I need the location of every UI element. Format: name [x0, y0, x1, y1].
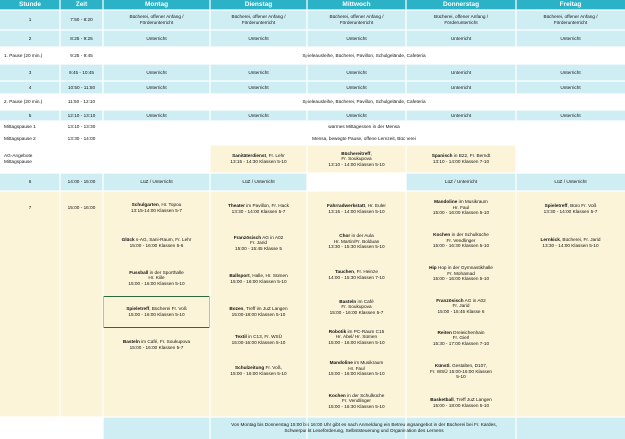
header-dienstag-line: Dienstag: [244, 1, 273, 9]
lesson-cell[interactable]: [307, 30, 406, 47]
ag-mi-3-line: Tauchen, Fr. Heinze: [335, 268, 378, 274]
row-stunde[interactable]: [0, 110, 60, 121]
ag-mi-5-line: Robotik im PC-Raum C15: [328, 328, 385, 334]
lesson-cell-line: Unterricht: [560, 35, 581, 41]
lesson-cell-line: Unterricht: [146, 69, 167, 75]
ag-do-7-line: Basketball, Treff JuZ Langen: [430, 397, 492, 403]
row-zeit-line: 8:25 - 9:25: [70, 35, 93, 41]
ag-mi-5-line: 15:00 - 16:00 Klassen 5-10: [328, 339, 385, 345]
ag-do-1-line: Mandoline im Musikraum: [434, 199, 488, 205]
ag-di-3-line: 15:00 - 16:00 Klassen 5-10: [230, 279, 287, 284]
row6-stunde[interactable]: [0, 173, 60, 191]
lesson-cell[interactable]: [406, 110, 516, 121]
ag-do-6[interactable]: [406, 354, 516, 389]
lesson-cell-line: Bücherei, offener Anfang /: [129, 14, 184, 20]
row-zeit[interactable]: [60, 30, 103, 47]
row-zeit-line: 13:30 - 14:00: [67, 135, 96, 141]
ag-di-5[interactable]: [210, 326, 307, 354]
span-cell-line: Mensa, bewegte Pause, offene Lernzeit, Bücherei: [312, 135, 416, 141]
row-zeit-line: 12:10 - 13:10: [67, 112, 96, 118]
ag-di-2-line: Französisch AG in A02: [233, 234, 284, 240]
row-stunde-line: 3: [28, 69, 32, 75]
header-zeit[interactable]: [60, 0, 103, 10]
ag-di-2-line: 15:00 - 15:45 Klasse 5: [235, 245, 282, 251]
header-dienstag[interactable]: [210, 0, 307, 10]
ag-mi-6-line: Mandoline im Musikraum: [329, 360, 384, 366]
row-zeit[interactable]: [60, 132, 103, 145]
ag-mi-2-line: Chor in der Aula: [339, 233, 374, 239]
ag-di-3[interactable]: [210, 261, 307, 297]
ag-do-4[interactable]: [406, 290, 516, 322]
lesson-cell[interactable]: [210, 81, 307, 94]
ag-mi-1-line: Fahrradwerkstatt, Hr. Euler: [327, 202, 386, 208]
ag-label[interactable]: [0, 145, 60, 173]
lesson-cell[interactable]: [406, 30, 516, 47]
row-zeit-line: 9:45 - 10:45: [68, 69, 95, 75]
ag-do-2-line: 15:00 - 16:30 Klassen 5-10: [432, 243, 490, 249]
footer-note-line: Von Montag bis Donnerstag 15:00 bis 16:00 Uhr gibt es nach Anmeldung ein Betreuungsangebot in der Bücherei bei Fr. Kardes,: [231, 422, 497, 428]
row-stunde-line: Mittagspause 1: [4, 123, 36, 129]
ag-do-1-line: Hr. Faul: [452, 204, 470, 210]
lesson-cell-line: Förderunterricht: [339, 20, 374, 25]
ag-mi-1[interactable]: [307, 191, 406, 226]
ag-do-1[interactable]: [406, 191, 516, 224]
header-freitag-line: Freitag: [559, 1, 582, 9]
header-montag[interactable]: [103, 0, 210, 10]
row-zeit-line: 13:10 - 13:30: [67, 123, 96, 129]
lesson-cell[interactable]: [406, 64, 516, 81]
lesson-cell-line: Unterricht: [450, 84, 472, 90]
row-stunde-line: Mittagspause 2: [4, 135, 36, 141]
ag-mi-6-line: Hr. Faul: [348, 365, 365, 371]
lesson-cell[interactable]: [210, 30, 307, 47]
ag-do-4-line: 15:00 - 15:45 Klasse 6: [437, 308, 485, 314]
span-cell-line: warmes Mittagessen in der Mensa: [328, 123, 400, 129]
ag-label-line: AG-Angebote: [4, 153, 33, 159]
row-zeit[interactable]: [60, 121, 103, 132]
ag-mo-3-line: Fussball in der Sporthalle: [129, 269, 184, 275]
ag-di-6-line: Schulzeitung Fr. Voß,: [235, 364, 282, 370]
lesson-cell-line: Unterricht: [346, 112, 367, 118]
header-stunde-line: Stunde: [18, 1, 42, 9]
header-stunde[interactable]: [0, 0, 60, 10]
header-montag-line: Montag: [144, 1, 169, 9]
ag-do-6-line: Künstl. Gestalten, D107,: [434, 363, 488, 369]
ag-do-7[interactable]: [406, 389, 516, 417]
ag-do-2-line: Fr. Vendlinger: [446, 237, 476, 243]
footer-note-line: Schwerpunkt Leseförderung, Selbststeuerung und Organisation des Lernens: [284, 428, 444, 433]
row6-zeit-line: 14:00 - 15:00: [67, 179, 96, 185]
ag-mi-4-line: Fr. Soukupova: [341, 304, 372, 310]
row7-stunde[interactable]: [0, 191, 60, 417]
ag-do-6-line: Fr. WSÜ 15:00-16:00 Klassen: [429, 368, 492, 374]
footer-note[interactable]: [103, 417, 625, 439]
ag-mo-3[interactable]: [103, 260, 210, 296]
lesson-cell-line: Unterricht: [560, 69, 581, 75]
lesson-cell-line: Unterricht: [146, 112, 167, 118]
ag-mittag-di[interactable]: [210, 145, 307, 173]
ag-mi-6-line: 15:00 - 16:00 Klassen 5-10: [328, 371, 385, 377]
row6-stunde-line: 6: [28, 179, 32, 185]
ag-mo-4[interactable]: [103, 296, 210, 328]
ag-do-2[interactable]: [406, 224, 516, 257]
row-stunde[interactable]: [0, 10, 60, 30]
ag-fr-1-line: 13:30 - 14:00 Klassen 5-7: [543, 208, 598, 214]
lesson-cell-line: Unterricht: [450, 112, 472, 118]
row-zeit-line: 11:50 - 12:10: [67, 99, 96, 105]
row-zeit-line: 7:50 - 8:20: [70, 17, 93, 23]
row6-di-line: LüZ / Unterricht: [242, 179, 275, 185]
row7-stunde-line: 7: [28, 205, 32, 210]
ag-mi-4-line: 15:00 - 16:00 Klassen 5-7: [329, 309, 384, 315]
row-zeit[interactable]: [60, 64, 103, 81]
row7-zeit-line: 15:00 - 16:00: [67, 205, 96, 210]
ag-di-6-line: 15:00 - 16:00 Klassen 5-10: [230, 370, 287, 376]
header-freitag[interactable]: [516, 0, 625, 10]
ag-mittag-do[interactable]: [406, 145, 516, 173]
row6-do[interactable]: [406, 173, 516, 191]
lesson-cell[interactable]: [516, 10, 625, 30]
ag-di-1[interactable]: [210, 191, 307, 226]
ag-fr-1-line: Spieletreff, Büro Fr. Voß: [544, 202, 597, 208]
ag-mittag-mi-line: 13:10 - 14:00 Klassen 5-10: [328, 161, 385, 167]
row-stunde[interactable]: [0, 64, 60, 81]
ag-fr-2-line: 13:30 - 14:00 Klassen 5-10: [542, 242, 599, 248]
lesson-cell[interactable]: [406, 10, 516, 30]
header-mittwoch[interactable]: [307, 0, 406, 10]
ag-mo-1[interactable]: [103, 191, 210, 225]
lesson-cell-line: Unterricht: [560, 84, 581, 90]
row6-mo-line: LüZ / Unterricht: [140, 179, 173, 185]
lesson-cell-line: Unterricht: [248, 84, 269, 90]
ag-fr-2[interactable]: [516, 226, 625, 259]
ag-mittag-mi-line: Büchereitreff,: [341, 150, 372, 156]
lesson-cell-line: Bücherei, offener Anfang /: [543, 14, 598, 20]
ag-mi-2[interactable]: [307, 226, 406, 257]
span-cell[interactable]: [103, 132, 625, 145]
ag-di-4[interactable]: [210, 297, 307, 326]
row6-di[interactable]: [210, 173, 307, 191]
lesson-cell-line: Förderunterricht: [241, 20, 276, 25]
header-zeit-line: Zeit: [75, 1, 88, 9]
lesson-cell[interactable]: [103, 110, 210, 121]
ag-do-6-line: 5-10: [456, 374, 466, 380]
ag-label-line: Mittagspause: [4, 159, 32, 164]
ag-fr-1[interactable]: [516, 191, 625, 226]
ag-mi-7[interactable]: [307, 385, 406, 417]
lesson-cell-line: Unterricht: [450, 35, 472, 41]
header-donnerstag-line: Donnerstag: [442, 1, 480, 9]
lesson-cell[interactable]: [516, 81, 625, 94]
lesson-cell[interactable]: [516, 30, 625, 47]
ag-mi-7-line: 15:00 - 16:30 Klassen 5-10: [328, 403, 385, 409]
ag-mittag-do-line: Spanisch in B22, Fr. Berndt: [431, 153, 491, 159]
ag-di-5-line: 15:00-16:00 Klassen 5-10: [231, 340, 286, 345]
lesson-cell-line: Förderunterricht: [139, 20, 174, 25]
ag-do-3-line: Fr. Mohamad: [447, 270, 475, 276]
ag-mi-5-line: Hr. Abel/ Hr. Sümen: [335, 334, 378, 340]
span-cell[interactable]: [103, 121, 625, 132]
ag-mo-1-line: Schulgarten, Hr. Topou: [131, 202, 182, 208]
lesson-cell-line: Unterricht: [346, 35, 367, 41]
ag-do-5-line: 15:30 - 17:00 Klassen 7-10: [432, 340, 490, 346]
row-stunde[interactable]: [0, 121, 60, 132]
ag-mo-5-line: 15:00 - 16:00 Klassen 5-7: [129, 344, 184, 350]
row-stunde-line: 2: [28, 35, 32, 41]
row6-mo[interactable]: [103, 173, 210, 191]
ag-mi-6[interactable]: [307, 352, 406, 385]
row6-zeit[interactable]: [60, 173, 103, 191]
ag-mo-2[interactable]: [103, 225, 210, 260]
ag-do-5[interactable]: [406, 322, 516, 354]
lesson-cell-line: Unterricht: [346, 84, 367, 90]
lesson-cell-line: Unterricht: [248, 69, 269, 75]
ag-di-4-line: Bozen, Treff im JuZ Langen: [229, 305, 288, 311]
lesson-cell[interactable]: [307, 81, 406, 94]
lesson-cell[interactable]: [516, 64, 625, 81]
ag-mo-4-line: 15:00 - 16:00 Klassen 5-10: [128, 312, 185, 317]
ag-mittag-di-line: Sanitäterdienst, Fr. Lehr: [232, 153, 285, 159]
ag-do-4-line: Französisch AG in A02: [436, 297, 486, 303]
row-stunde[interactable]: [0, 30, 60, 47]
ag-mi-3[interactable]: [307, 257, 406, 292]
header-donnerstag[interactable]: [406, 0, 516, 10]
ag-mi-3-line: 14:00 - 15:30 Klassen 7-10: [328, 274, 385, 280]
row-stunde[interactable]: [0, 47, 60, 64]
row-zeit[interactable]: [60, 110, 103, 121]
row-stunde[interactable]: [0, 94, 60, 110]
row-zeit[interactable]: [60, 47, 103, 64]
lesson-cell[interactable]: [103, 81, 210, 94]
row6-do-line: LüZ / Unterricht: [444, 179, 478, 185]
lesson-cell-line: Förderunterricht: [553, 20, 588, 25]
ag-fr-2-line: Lernkick, Bücherei, Fr. Jarid: [540, 236, 601, 242]
lesson-cell[interactable]: [103, 10, 210, 30]
lesson-cell[interactable]: [103, 64, 210, 81]
lesson-cell-line: Förderunterricht: [444, 20, 478, 25]
ag-mo-4-line: Spieletreff, Bücherei Fr. Voß: [126, 306, 187, 312]
lesson-cell[interactable]: [406, 81, 516, 94]
lesson-cell-line: Bücherei, offener Anfang /: [433, 14, 489, 20]
ag-mi-4-line: Basteln im Café: [339, 298, 374, 304]
lesson-cell[interactable]: [307, 10, 406, 30]
ag-do-7-line: 15:00 - 18:00 Klassen 5-10: [432, 403, 490, 408]
ag-mi-7-line: Fr. Vendlinger: [342, 398, 371, 404]
ag-mittag-di-line: 13:15 - 14:30 Klassen 5-10: [230, 159, 287, 164]
ag-do-5-line: Reiten Dreieichenhain: [437, 329, 485, 335]
lesson-cell-line: Unterricht: [248, 112, 269, 118]
ag-mittag-do-line: 13:10 - 14:00 Klassen 7-10: [432, 159, 490, 164]
ag-mi-5[interactable]: [307, 322, 406, 352]
row-stunde-line: 4: [28, 84, 32, 90]
row7-zeit[interactable]: [60, 191, 103, 417]
ag-di-4-line: 15:00-18:00 Klassen 5-10: [231, 311, 286, 317]
lesson-cell-line: Unterricht: [146, 84, 167, 90]
row-zeit-line: 9:25 - 9:45: [70, 52, 93, 58]
ag-mo-1-line: 13:15-14:00 Klassen 5-7: [130, 208, 183, 213]
lesson-cell-line: Unterricht: [146, 35, 167, 41]
ag-di-1-line: 13:30 - 14:00 Klassen 5-7: [231, 208, 286, 214]
row6-fr-line: LüZ / Unterricht: [554, 179, 587, 185]
ag-di-1-line: Theater im Pavillon, Fr. Hack: [228, 202, 289, 208]
lesson-cell[interactable]: [210, 110, 307, 121]
lesson-cell-line: Bücherei, offener Anfang /: [329, 14, 384, 20]
ag-di-5-line: Textil in C13, Fr. WSÜ: [234, 334, 283, 340]
ag-mo-5[interactable]: [103, 328, 210, 361]
ag-do-5-line: Fr. Gierl: [452, 335, 470, 341]
ag-mo-2-line: Glück s-AG, Sani-Raum, Fr. Lehr: [121, 236, 192, 242]
ag-di-2-line: Fr. Jarid: [250, 240, 267, 246]
ag-mi-1-line: 13:15 - 14:00 Klassen 5-10: [328, 208, 385, 214]
ag-mo-2-line: 15:00 - 16:00 Klassen 5-6: [129, 242, 184, 248]
lesson-cell[interactable]: [307, 64, 406, 81]
ag-di-6[interactable]: [210, 354, 307, 387]
ag-do-1-line: 15:00 - 16:00 Klassen 5-10: [432, 210, 490, 216]
row-stunde-line: 1: [28, 17, 32, 23]
ag-mittag-mi-line: Fr. Soukupova: [341, 156, 372, 162]
ag-mi-2-line: Hr. Martin/Fr. Bolduan: [333, 238, 380, 244]
lesson-cell[interactable]: [307, 110, 406, 121]
lesson-cell[interactable]: [103, 30, 210, 47]
span-cell-line: Spieleausleihe, Bücherei, Pavillon, Schulgelände, Cafeteria: [302, 99, 426, 105]
row-zeit[interactable]: [60, 10, 103, 30]
ag-do-4-line: Fr. Jarid: [452, 303, 470, 309]
ag-di-3-line: Ballsport, Halle, Hr. Sümen: [229, 273, 288, 279]
ag-do-3-line: 15:00 - 16:00 Klassen 5-10: [432, 276, 490, 282]
ag-mittag-mi[interactable]: [307, 145, 406, 173]
row-stunde[interactable]: [0, 132, 60, 145]
ag-do-2-line: Kochen in der Schulküche: [433, 232, 489, 238]
lesson-cell[interactable]: [210, 64, 307, 81]
row-stunde-line: 5: [28, 112, 32, 118]
ag-mi-2-line: 13:30 - 15:30 Klassen 5-10: [328, 244, 385, 250]
lesson-cell[interactable]: [516, 110, 625, 121]
ag-mi-7-line: Kochen in der Schulküche: [328, 392, 385, 398]
row-zeit[interactable]: [60, 94, 103, 110]
row-stunde-line: 2. Pause (20 min.): [4, 99, 43, 105]
lesson-cell[interactable]: [210, 10, 307, 30]
row-stunde-line: 1. Pause (20 min.): [4, 52, 43, 58]
span-cell-line: Spieleausleihe, Bücherei, Pavillon, Schulgelände, Cafeteria: [302, 52, 426, 58]
ag-mo-5-line: Basteln im Café, Fr. Soukupova: [122, 338, 191, 344]
row-zeit-line: 10:50 - 11:50: [67, 84, 96, 90]
ag-di-2[interactable]: [210, 225, 307, 261]
ag-mo-3-line: 15:00 - 16:00 Klassen 5-10: [128, 280, 185, 286]
row-stunde[interactable]: [0, 81, 60, 94]
span-cell[interactable]: [103, 94, 625, 110]
lesson-cell-line: Unterricht: [560, 112, 581, 118]
ag-do-3[interactable]: [406, 257, 516, 290]
span-cell[interactable]: [103, 47, 625, 64]
lesson-cell-line: Unterricht: [450, 69, 472, 75]
header-mittwoch-line: Mittwoch: [342, 1, 371, 9]
lesson-cell-line: Unterricht: [248, 35, 269, 41]
row6-fr[interactable]: [516, 173, 625, 191]
ag-mo-3-line: Hr. Kiile: [148, 275, 165, 281]
lesson-cell-line: Unterricht: [346, 69, 367, 75]
ag-do-3-line: Hip Hop in der Gymnastikhalle: [429, 265, 493, 271]
row-zeit[interactable]: [60, 81, 103, 94]
lesson-cell-line: Bücherei, offener Anfang /: [231, 14, 286, 20]
ag-mi-4[interactable]: [307, 292, 406, 322]
